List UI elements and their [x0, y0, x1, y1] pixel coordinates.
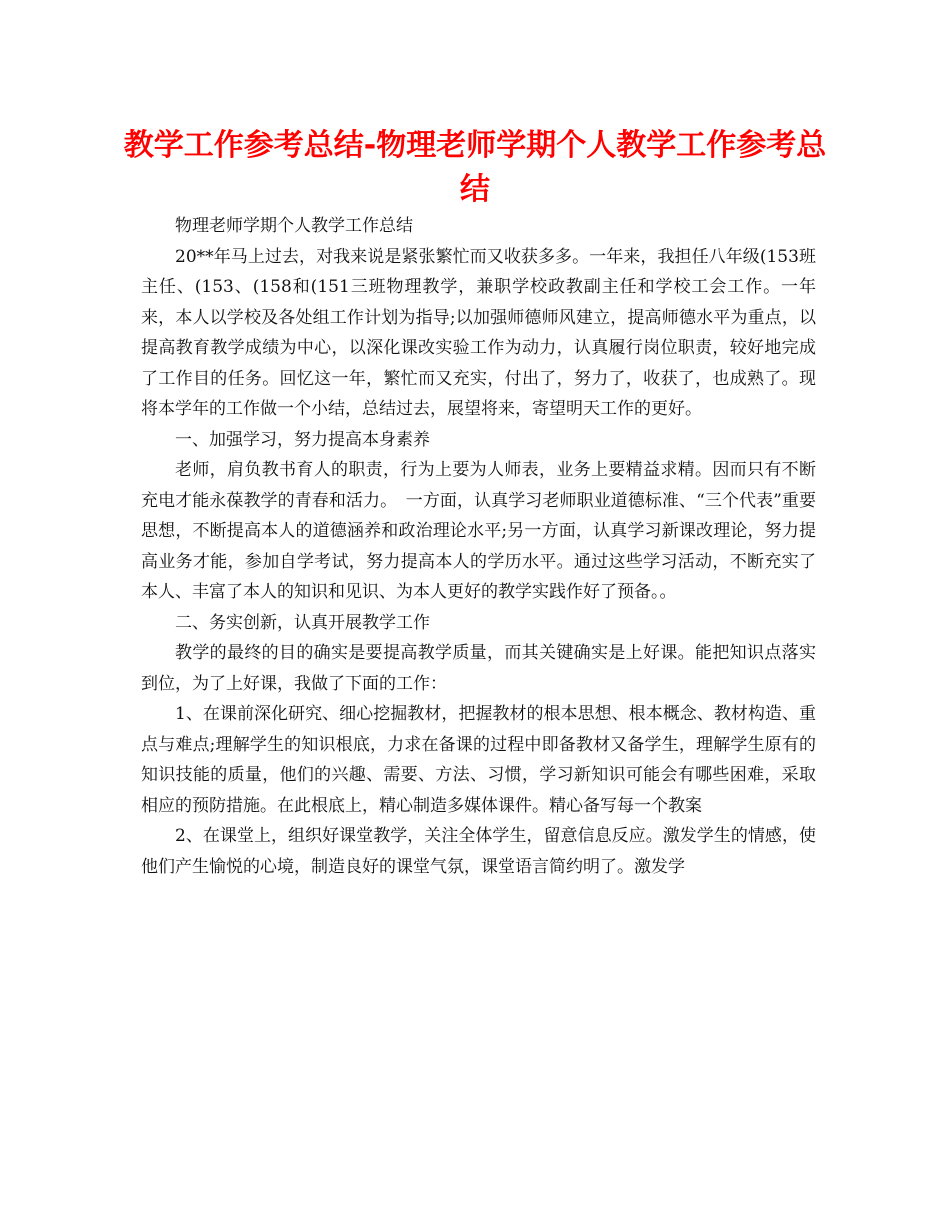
paragraph-item-2: 2、在课堂上，组织好课堂教学，关注全体学生，留意信息反应。激发学生的情感，使他们产生愉悦的心境，制造良好的课堂气氛，课堂语言简约明了。激发学	[141, 826, 816, 877]
section-heading-2: 二、务实创新，认真开展教学工作	[175, 612, 430, 633]
paragraph-study: 老师，肩负教书育人的职责，行为上要为人师表，业务上要精益求精。因而只有不断充电才能永葆教学的青春和活力。 一方面，认真学习老师职业道德标准、“三个代表”重要思想，不断提高本人的道德涵养和政治理论水平;另一方面，认真学习新课改理论，努力提高业务才能，参加自学考试，努力提高本人的学历水平。通过这些学习活动，不断充实了本人、丰富了本人的知识和见识、为本人更好的教学实践作好了预备。。	[141, 460, 816, 602]
paragraph-item-1: 1、在课前深化研究、细心挖掘教材，把握教材的根本思想、根本概念、教材构造、重点与难点;理解学生的知识根底，力求在备课的过程中即备教材又备学生，理解学生原有的知识技能的质量，他们的兴趣、需要、方法、习惯，学习新知识可能会有哪些困难，采取相应的预防措施。在此根底上，精心制造多媒体课件。精心备写每一个教案	[141, 704, 816, 816]
section-heading-1: 一、加强学习，努力提高本身素养	[175, 429, 430, 450]
paragraph-intro: 20**年马上过去，对我来说是紧张繁忙而又收获多多。一年来，我担任八年级(153班主任、(153、(158和(151三班物理教学，兼职学校政教副主任和学校工会工作。一年来，本人以学校及各处组工作计划为指导;以加强师德师风建立，提高师德水平为重点，以提高教育教学成绩为中心，以深化课改实验工作为动力，认真履行岗位职责，较好地完成了工作目的任务。回忆这一年，繁忙而又充实，付出了，努力了，收获了，也成熟了。现将本学年的工作做一个小结，总结过去，展望将来，寄望明天工作的更好。	[141, 246, 816, 419]
document-body	[141, 211, 816, 882]
document-title: 教学工作参考总结-物理老师学期个人教学工作参考总结	[123, 128, 827, 207]
paragraph-subtitle: 物理老师学期个人教学工作总结	[175, 216, 413, 236]
paragraph-teaching: 教学的最终的目的确实是要提高教学质量，而其关键确实是上好课。能把知识点落实到位，为了上好课，我做了下面的工作：	[141, 643, 816, 694]
